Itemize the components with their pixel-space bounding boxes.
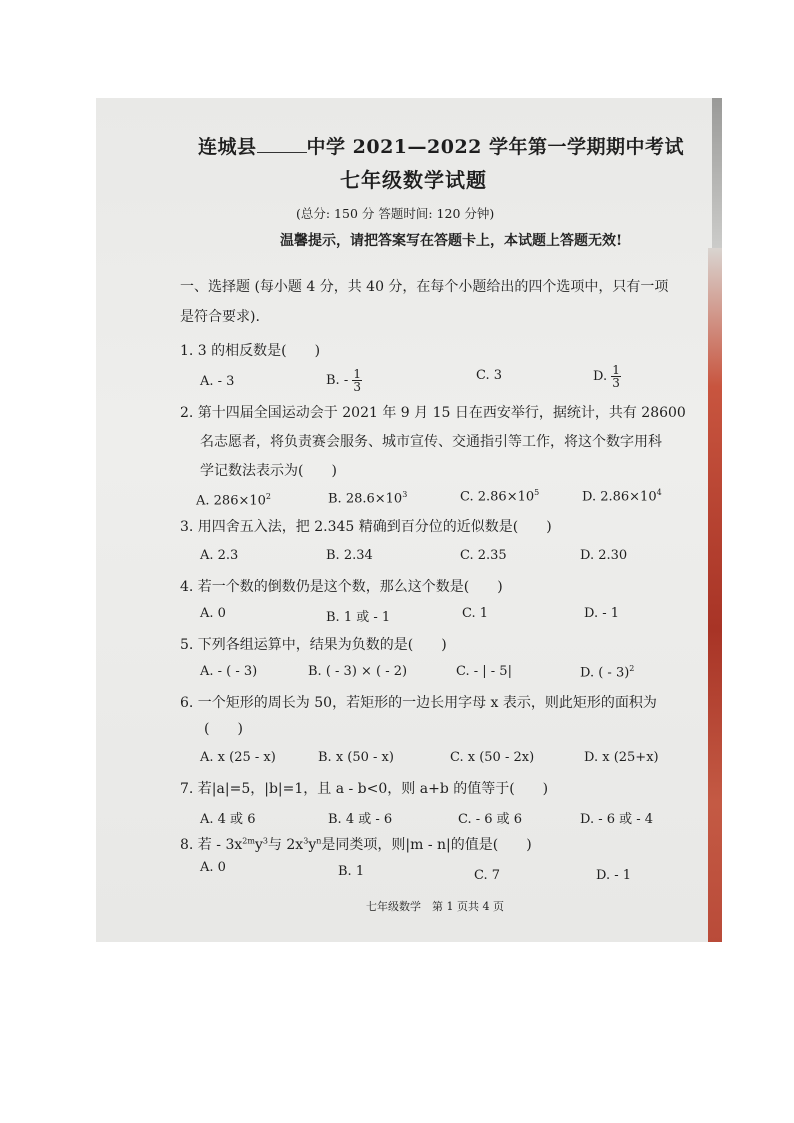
school-name-blank bbox=[257, 138, 307, 153]
question-1-stem: 1. 3 的相反数是( ) bbox=[180, 343, 321, 359]
q4-option-b: B. 1 或 - 1 bbox=[326, 610, 391, 625]
q7-option-a: A. 4 或 6 bbox=[200, 812, 256, 827]
q5-option-c: C. - | - 5| bbox=[456, 664, 512, 679]
question-2-stem-line1: 2. 第十四届全国运动会于 2021 年 9 月 15 日在西安举行，据统计，共有 28600 bbox=[180, 405, 686, 421]
q4-option-a: A. 0 bbox=[200, 606, 226, 621]
q3-option-b: B. 2.34 bbox=[326, 548, 373, 563]
q1-option-a: A. - 3 bbox=[200, 374, 235, 389]
photo-edge-shadow bbox=[712, 98, 722, 258]
q1-option-d: D. $\frac{1}{3}$ bbox=[593, 363, 620, 390]
question-6-stem-line1: 6. 一个矩形的周长为 50，若矩形的一边长用字母 x 表示，则此矩形的面积为 bbox=[180, 695, 657, 711]
score-info: (总分: 150 分 答题时间: 120 分钟) bbox=[296, 206, 495, 221]
exam-page-photo bbox=[96, 98, 722, 942]
q5-option-a: A. - ( - 3) bbox=[200, 664, 258, 679]
q7-option-c: C. - 6 或 6 bbox=[458, 812, 523, 827]
question-7-stem: 7. 若|a|=5，|b|=1，且 a - b<0，则 a+b 的值等于( ) bbox=[180, 781, 549, 797]
section-heading: 一、选择题 (每小题 4 分，共 40 分，在每个小题给出的四个选项中，只有一项 bbox=[180, 279, 669, 295]
q6-option-b: B. x (50 - x) bbox=[318, 750, 394, 765]
q2-option-d: D. $2.86\times 10^4$ bbox=[582, 488, 662, 505]
q8-option-d: D. - 1 bbox=[596, 868, 632, 883]
q2-option-a: A. $286\times 10^2$ bbox=[196, 492, 271, 509]
q1-option-c: C. 3 bbox=[476, 368, 503, 383]
q5-option-b: B. ( - 3) × ( - 2) bbox=[308, 664, 408, 679]
q7-option-d: D. - 6 或 - 4 bbox=[580, 812, 654, 827]
q6-option-d: D. x (25+x) bbox=[584, 750, 659, 765]
q3-option-a: A. 2.3 bbox=[200, 548, 239, 563]
notice-text: 温馨提示，请把答案写在答题卡上，本试题上答题无效! bbox=[280, 233, 623, 249]
q4-option-d: D. - 1 bbox=[584, 606, 620, 621]
q6-option-a: A. x (25 - x) bbox=[200, 750, 276, 765]
q8-option-c: C. 7 bbox=[474, 868, 501, 883]
exam-title: 连城县 中学 2021—2022 学年第一学期期中考试 bbox=[198, 136, 685, 158]
question-3-stem: 3. 用四舍五入法，把 2.345 精确到百分位的近似数是( ) bbox=[180, 519, 552, 535]
q3-option-c: C. 2.35 bbox=[460, 548, 507, 563]
question-2-stem-line2: 名志愿者，将负责赛会服务、城市宣传、交通指引等工作，将这个数字用科 bbox=[200, 434, 662, 450]
subject-title: 七年级数学试题 bbox=[340, 168, 487, 192]
photo-edge-red-background bbox=[708, 248, 722, 942]
question-2-stem-line3: 学记数法表示为( ) bbox=[200, 463, 337, 479]
q2-option-c: C. $2.86\times 10^5$ bbox=[460, 488, 540, 505]
q4-option-c: C. 1 bbox=[462, 606, 489, 621]
q6-option-c: C. x (50 - 2x) bbox=[450, 750, 535, 765]
question-8-stem: 8. 若 - $3x^{2m}y^3$与 $2x^3y^n$是同类项，则|m - n|的值是( ) bbox=[180, 836, 532, 853]
q8-option-a: A. 0 bbox=[200, 860, 226, 875]
q1-option-b: B. - $\frac{1}{3}$ bbox=[326, 367, 361, 394]
q3-option-d: D. 2.30 bbox=[580, 548, 628, 563]
question-4-stem: 4. 若一个数的倒数仍是这个数，那么这个数是( ) bbox=[180, 579, 503, 595]
q8-option-b: B. 1 bbox=[338, 864, 365, 879]
fraction: $\frac{1}{3}$ bbox=[612, 363, 620, 390]
question-5-stem: 5. 下列各组运算中，结果为负数的是( ) bbox=[180, 637, 447, 653]
question-6-stem-line2: ( ) bbox=[204, 721, 243, 737]
fraction: $\frac{1}{3}$ bbox=[353, 367, 361, 394]
section-heading-cont: 是符合要求). bbox=[180, 309, 260, 325]
page-footer: 七年级数学 第 1 页共 4 页 bbox=[366, 900, 504, 913]
q2-option-b: B. $28.6\times 10^3$ bbox=[328, 490, 408, 507]
q5-option-d: D. ( - 3)$^2$ bbox=[580, 664, 635, 681]
q7-option-b: B. 4 或 - 6 bbox=[328, 812, 393, 827]
